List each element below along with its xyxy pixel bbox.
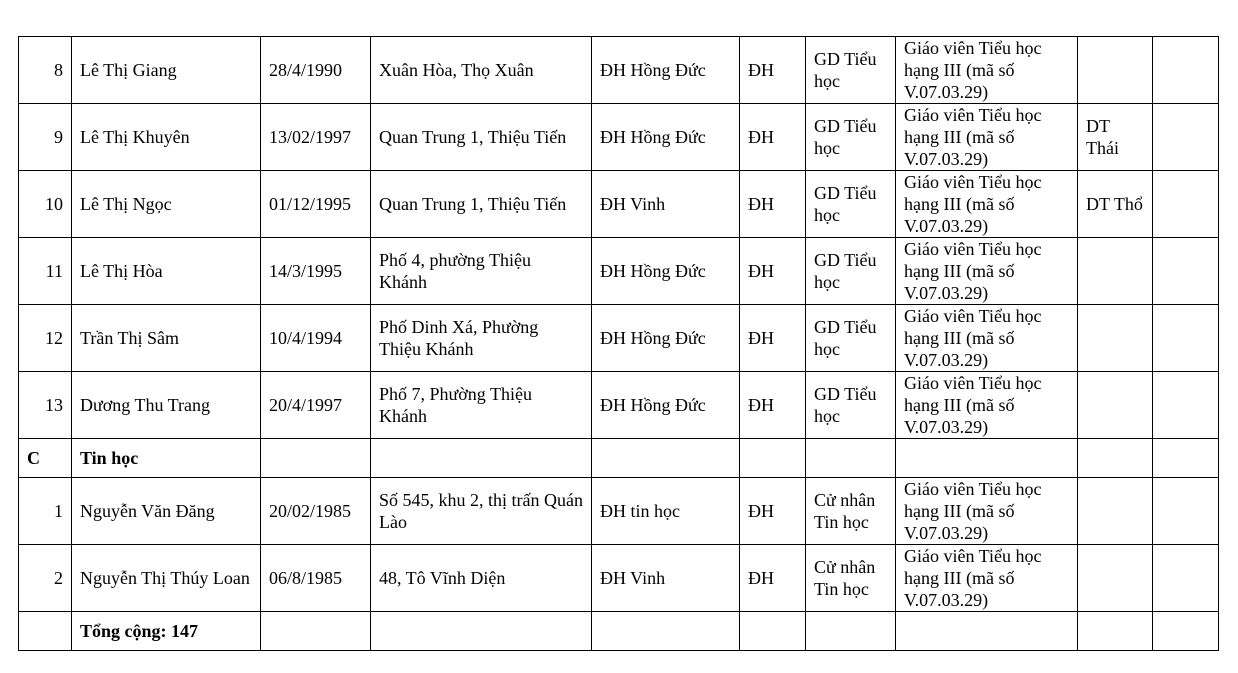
- cell-extra: [1153, 171, 1219, 238]
- cell-name: Lê Thị Hòa: [72, 238, 261, 305]
- cell-level: ĐH: [740, 478, 806, 545]
- cell-note: [1078, 545, 1153, 612]
- cell-address: Quan Trung 1, Thiệu Tiến: [371, 104, 592, 171]
- cell-note: [1078, 238, 1153, 305]
- cell-school: ĐH Hồng Đức: [592, 305, 740, 372]
- total-label: Tổng cộng: 147: [72, 612, 261, 651]
- cell-position: Giáo viên Tiểu học hạng III (mã số V.07.03.29): [896, 171, 1078, 238]
- cell-dob: 10/4/1994: [261, 305, 371, 372]
- cell-position: Giáo viên Tiểu học hạng III (mã số V.07.03.29): [896, 104, 1078, 171]
- cell-stt: 9: [19, 104, 72, 171]
- cell-note: [1078, 305, 1153, 372]
- section-code: C: [19, 439, 72, 478]
- table-row: [19, 305, 1219, 372]
- cell-extra: [1153, 545, 1219, 612]
- cell-dob: 13/02/1997: [261, 104, 371, 171]
- cell-level: ĐH: [740, 545, 806, 612]
- cell-major: GD Tiểu học: [806, 37, 896, 104]
- empty-cell: [1153, 439, 1219, 478]
- cell-school: ĐH tin học: [592, 478, 740, 545]
- table-body: [19, 37, 1219, 651]
- cell-dob: 06/8/1985: [261, 545, 371, 612]
- empty-cell: [371, 612, 592, 651]
- table-row: [19, 171, 1219, 238]
- cell-note: [1078, 37, 1153, 104]
- cell-major: Cử nhân Tin học: [806, 478, 896, 545]
- cell-major: GD Tiểu học: [806, 238, 896, 305]
- cell-school: ĐH Hồng Đức: [592, 104, 740, 171]
- cell-position: Giáo viên Tiểu học hạng III (mã số V.07.03.29): [896, 238, 1078, 305]
- cell-position: Giáo viên Tiểu học hạng III (mã số V.07.03.29): [896, 372, 1078, 439]
- cell-name: Lê Thị Ngọc: [72, 171, 261, 238]
- empty-cell: [1078, 612, 1153, 651]
- empty-cell: [1153, 612, 1219, 651]
- total-row: [19, 612, 1219, 651]
- empty-cell: [261, 439, 371, 478]
- cell-level: ĐH: [740, 171, 806, 238]
- cell-stt: 13: [19, 372, 72, 439]
- cell-dob: 20/02/1985: [261, 478, 371, 545]
- empty-cell: [806, 612, 896, 651]
- cell-major: GD Tiểu học: [806, 104, 896, 171]
- table-row: [19, 104, 1219, 171]
- cell-position: Giáo viên Tiểu học hạng III (mã số V.07.03.29): [896, 305, 1078, 372]
- cell-level: ĐH: [740, 305, 806, 372]
- cell-dob: 01/12/1995: [261, 171, 371, 238]
- cell-dob: 20/4/1997: [261, 372, 371, 439]
- empty-cell: [371, 439, 592, 478]
- section-title: Tin học: [72, 439, 261, 478]
- cell-school: ĐH Hồng Đức: [592, 238, 740, 305]
- cell-stt: 2: [19, 545, 72, 612]
- cell-note: DT Thái: [1078, 104, 1153, 171]
- cell-address: Xuân Hòa, Thọ Xuân: [371, 37, 592, 104]
- table-row: [19, 238, 1219, 305]
- cell-address: Phố Dinh Xá, Phường Thiệu Khánh: [371, 305, 592, 372]
- empty-cell: [1078, 439, 1153, 478]
- candidate-table: [18, 36, 1219, 651]
- cell-major: GD Tiểu học: [806, 171, 896, 238]
- cell-extra: [1153, 104, 1219, 171]
- cell-name: Dương Thu Trang: [72, 372, 261, 439]
- table-row: [19, 545, 1219, 612]
- cell-stt: 1: [19, 478, 72, 545]
- cell-name: Nguyễn Văn Đăng: [72, 478, 261, 545]
- cell-stt: 11: [19, 238, 72, 305]
- section-row: [19, 439, 1219, 478]
- cell-extra: [1153, 372, 1219, 439]
- cell-address: Phố 7, Phường Thiệu Khánh: [371, 372, 592, 439]
- cell-level: ĐH: [740, 372, 806, 439]
- cell-extra: [1153, 37, 1219, 104]
- table-row: [19, 372, 1219, 439]
- cell-address: Số 545, khu 2, thị trấn Quán Lào: [371, 478, 592, 545]
- empty-cell: [806, 439, 896, 478]
- table-row: [19, 478, 1219, 545]
- cell-address: Quan Trung 1, Thiệu Tiến: [371, 171, 592, 238]
- cell-note: [1078, 372, 1153, 439]
- cell-position: Giáo viên Tiểu học hạng III (mã số V.07.03.29): [896, 478, 1078, 545]
- cell-position: Giáo viên Tiểu học hạng III (mã số V.07.03.29): [896, 37, 1078, 104]
- cell-dob: 28/4/1990: [261, 37, 371, 104]
- cell-dob: 14/3/1995: [261, 238, 371, 305]
- cell-school: ĐH Vinh: [592, 545, 740, 612]
- cell-level: ĐH: [740, 238, 806, 305]
- empty-cell: [592, 439, 740, 478]
- cell-name: Trần Thị Sâm: [72, 305, 261, 372]
- empty-cell: [592, 612, 740, 651]
- empty-cell: [896, 612, 1078, 651]
- empty-cell: [740, 439, 806, 478]
- cell-stt: 12: [19, 305, 72, 372]
- empty-cell: [19, 612, 72, 651]
- cell-stt: 8: [19, 37, 72, 104]
- cell-level: ĐH: [740, 37, 806, 104]
- cell-school: ĐH Hồng Đức: [592, 372, 740, 439]
- cell-school: ĐH Vinh: [592, 171, 740, 238]
- cell-major: GD Tiểu học: [806, 305, 896, 372]
- cell-stt: 10: [19, 171, 72, 238]
- cell-address: 48, Tô Vĩnh Diện: [371, 545, 592, 612]
- table-row: [19, 37, 1219, 104]
- cell-name: Nguyễn Thị Thúy Loan: [72, 545, 261, 612]
- empty-cell: [261, 612, 371, 651]
- cell-major: GD Tiểu học: [806, 372, 896, 439]
- cell-note: [1078, 478, 1153, 545]
- cell-note: DT Thổ: [1078, 171, 1153, 238]
- cell-level: ĐH: [740, 104, 806, 171]
- cell-position: Giáo viên Tiểu học hạng III (mã số V.07.03.29): [896, 545, 1078, 612]
- cell-major: Cử nhân Tin học: [806, 545, 896, 612]
- empty-cell: [896, 439, 1078, 478]
- cell-school: ĐH Hồng Đức: [592, 37, 740, 104]
- cell-extra: [1153, 305, 1219, 372]
- cell-address: Phố 4, phường Thiệu Khánh: [371, 238, 592, 305]
- cell-name: Lê Thị Giang: [72, 37, 261, 104]
- cell-extra: [1153, 238, 1219, 305]
- cell-name: Lê Thị Khuyên: [72, 104, 261, 171]
- cell-extra: [1153, 478, 1219, 545]
- empty-cell: [740, 612, 806, 651]
